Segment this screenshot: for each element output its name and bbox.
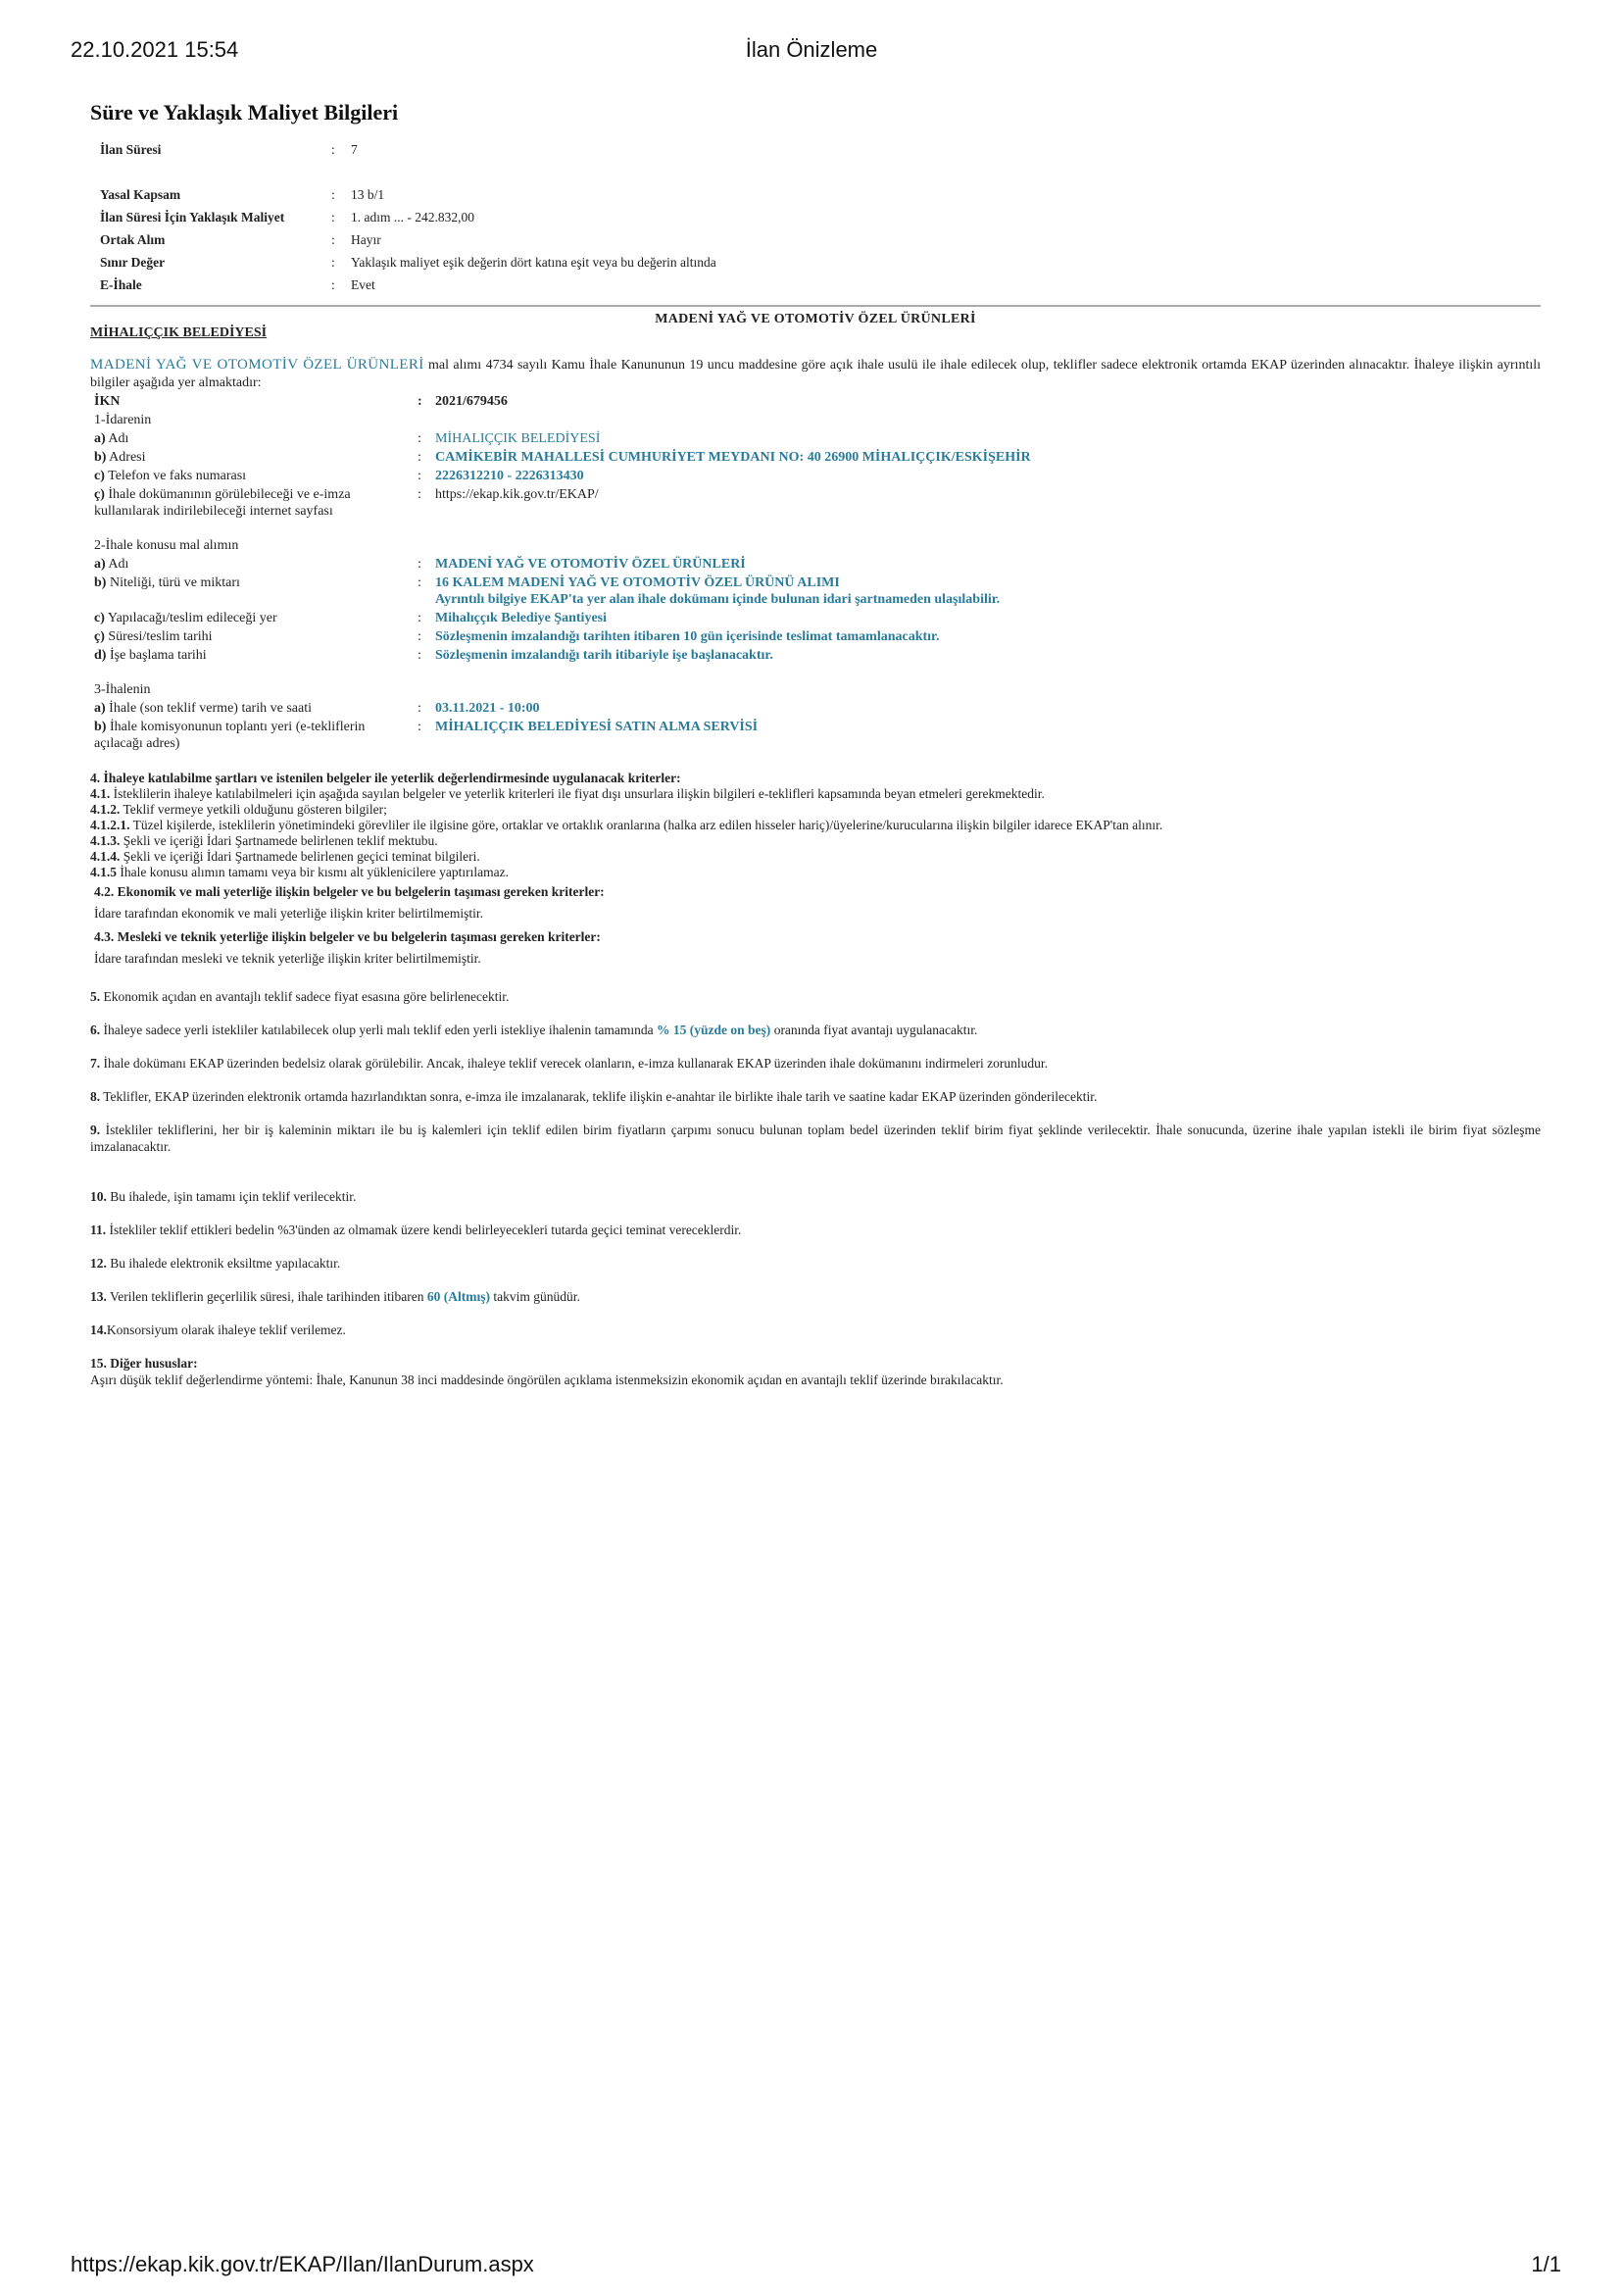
clause-5: 5. Ekonomik açıdan en avantajlı teklif sadece fiyat esasına göre belirlenecektir. (90, 989, 510, 1004)
clause-9: 9. İstekliler tekliflerini, her bir iş kaleminin miktarı ile bu iş kalemleri için teklif edilen birim fiyatların çarpımı sonucu bulunan toplam bedel üzerinden teklif birim fiyat şeklinde verilecektir. İhale sonucunda, üzerine ihale yapılan istekli ile birim fiyat sözleşme imzalanacaktır. (90, 1123, 1541, 1154)
summary-sep: : (331, 142, 335, 157)
price-advantage-highlight: % 15 (yüzde on beş) (657, 1023, 771, 1037)
ikn-row (90, 392, 1541, 411)
section-divider (90, 305, 1541, 307)
detail-label: İhale komisyonunun toplantı yeri (e-tekliflerin açılacağı adres) (94, 720, 366, 751)
detail-row: ç) İhale dokümanının görülebileceği ve e-imza kullanılarak indirilebileceği internet sayfası : https://ekap.kik.gov.tr/EKAP/ (90, 485, 1541, 521)
intro-text: mal alımı 4734 sayılı Kamu İhale Kanununun 19 uncu maddesine göre açık ihale usulü ile ihale edilecek olup, teklifler sadece elektronik ortamda EKAP üzerinden alınacaktır. İhaleye ilişkin ayrıntılı bilgiler aşağıda yer almaktadır: (90, 358, 1542, 390)
detail-value: Sözleşmenin imzalandığı tarih itibariyle işe başlanacaktır. (435, 648, 773, 663)
criteria-item: 4.1.5 İhale konusu alımın tamamı veya bir kısmı alt yüklenicilere yaptırılamaz. (90, 865, 510, 879)
criteria-item: 4.1.2. Teklif vermeye yetkili olduğunu gösteren bilgiler; (90, 802, 387, 817)
detail-row: b) Adresi : CAMİKEBİR MAHALLESİ CUMHURİYET MEYDANI NO: 40 26900 MİHALIÇÇIK/ESKİŞEHİR (90, 448, 1541, 467)
intro-subject: MADENİ YAĞ VE OTOMOTİV ÖZEL ÜRÜNLERİ (90, 357, 424, 373)
organization-name: MİHALIÇÇIK BELEDİYESİ (90, 325, 268, 340)
doc-url-link[interactable]: https://ekap.kik.gov.tr/EKAP/ (435, 487, 599, 502)
print-url: https://ekap.kik.gov.tr/EKAP/Ilan/IlanDurum.aspx (71, 2252, 534, 2276)
clause-14: 14.Konsorsiyum olarak ihaleye teklif verilemez. (90, 1323, 346, 1337)
criteria-subheading: 4.2. Ekonomik ve mali yeterliğe ilişkin belgeler ve bu belgelerin taşıması gereken kriterler: (94, 884, 605, 899)
summary-value: Hayır (351, 232, 381, 247)
summary-row (96, 275, 720, 297)
detail-label: İhale (son teklif verme) tarih ve saati (105, 701, 312, 716)
detail-label: Adı (105, 557, 129, 572)
summary-value: 1. adım ... - 242.832,00 (351, 210, 474, 225)
criteria-subheading: 4.3. Mesleki ve teknik yeterliğe ilişkin belgeler ve bu belgelerin taşıması gereken kriterler: (94, 929, 601, 944)
summary-sep: : (331, 232, 335, 247)
criteria-item: 4.1.4. Şekli ve içeriği İdari Şartnamede belirlenen geçici teminat bilgileri. (90, 849, 480, 864)
detail-row: a) Adı : MADENİ YAĞ VE OTOMOTİV ÖZEL ÜRÜNLERİ (90, 555, 1541, 574)
print-datetime: 22.10.2021 15:54 (71, 37, 239, 62)
detail-row: a) Adı : MİHALIÇÇIK BELEDİYESİ (90, 429, 1541, 448)
detail-label: Niteliği, türü ve miktarı (106, 575, 240, 590)
document-body (90, 98, 1541, 1388)
summary-row (96, 139, 720, 162)
detail-row: ç) Süresi/teslim tarihi : Sözleşmenin imzalandığı tarihten itibaren 10 gün içerisinde teslimat tamamlanacaktır. (90, 627, 1541, 646)
detail-label: Adı (105, 431, 129, 446)
summary-sep: : (331, 187, 335, 202)
detail-value: Sözleşmenin imzalandığı tarihten itibaren 10 gün içerisinde teslimat tamamlanacaktır. (435, 629, 940, 644)
detail-value: 03.11.2021 - 10:00 (435, 701, 540, 716)
detail-label: İşe başlama tarihi (106, 648, 207, 663)
criteria-heading: 4. İhaleye katılabilme şartları ve istenilen belgeler ile yeterlik değerlendirmesinde uygulanacak kriterler: (90, 771, 681, 785)
detail-row: b) Niteliği, türü ve miktarı : 16 KALEM MADENİ YAĞ VE OTOMOTİV ÖZEL ÜRÜNÜ ALIMI Ayrıntılı bilgiye EKAP'ta yer alan ihale dokümanı içinde bulunan idari şartnameden ulaşılabilir. (90, 574, 1541, 609)
summary-label: E-İhale (100, 277, 142, 292)
summary-sep: : (331, 277, 335, 292)
intro-paragraph (90, 356, 1541, 392)
detail-value: MADENİ YAĞ VE OTOMOTİV ÖZEL ÜRÜNLERİ (435, 557, 746, 572)
detail-label: Süresi/teslim tarihi (104, 629, 213, 644)
detail-value: MİHALIÇÇIK BELEDİYESİ SATIN ALMA SERVİSİ (435, 720, 759, 734)
clause-7: 7. İhale dokümanı EKAP üzerinden bedelsiz olarak görülebilir. Ancak, ihaleye teklif verecek olanların, e-imza kullanarak EKAP üzerinden ihale dokümanını indirmeleri zorunludur. (90, 1056, 1049, 1071)
ikn-sep: : (418, 394, 422, 409)
section-heading: 2-İhale konusu mal alımın (94, 538, 239, 553)
clause-10: 10. Bu ihalede, işin tamamı için teklif verilecektir. (90, 1189, 357, 1204)
summary-value: 7 (351, 142, 358, 157)
detail-value: CAMİKEBİR MAHALLESİ CUMHURİYET MEYDANI NO: 40 26900 MİHALIÇÇIK/ESKİŞEHİR (435, 450, 1031, 465)
criteria-note: İdare tarafından ekonomik ve mali yeterliğe ilişkin kriter belirtilmemiştir. (94, 906, 484, 921)
section-heading: 1-İdarenin (94, 413, 152, 427)
ikn-value: 2021/679456 (435, 394, 508, 409)
detail-value: Mihalıççık Belediye Şantiyesi (435, 611, 607, 625)
criteria-item: 4.1.3. Şekli ve içeriği İdari Şartnamede belirlenen teklif mektubu. (90, 833, 438, 848)
validity-highlight: 60 (Altmış) (426, 1289, 491, 1304)
summary-label: İlan Süresi (100, 142, 162, 157)
detail-value: MİHALIÇÇIK BELEDİYESİ (435, 431, 601, 446)
clause-12: 12. Bu ihalede elektronik eksiltme yapılacaktır. (90, 1256, 341, 1271)
summary-sep: : (331, 210, 335, 225)
detail-label: Telefon ve faks numarası (104, 469, 247, 483)
detail-row: c) Yapılacağı/teslim edileceği yer : Mihalıççık Belediye Şantiyesi (90, 609, 1541, 627)
clause-11: 11. İstekliler teklif ettikleri bedelin %3'ünden az olmamak üzere kendi belirleyecekleri tutarda geçici teminat vereceklerdir. (90, 1223, 742, 1237)
detail-row: a) İhale (son teklif verme) tarih ve saati : 03.11.2021 - 10:00 (90, 699, 1541, 718)
clause-15: 15. Diğer hususlar: Aşırı düşük teklif değerlendirme yöntemi: İhale, Kanunun 38 inci maddesinde öngörülen açıklama istenmeksizin ekonomik açıdan en avantajlı teklif üzerinde bırakılacaktır. (90, 1356, 1004, 1387)
summary-table (96, 139, 720, 297)
notice-title: MADENİ YAĞ VE OTOMOTİV ÖZEL ÜRÜNLERİ (655, 312, 976, 326)
summary-row (96, 252, 720, 275)
summary-row (96, 207, 720, 229)
details-table (90, 392, 1541, 753)
summary-row (96, 184, 720, 207)
summary-label: Yasal Kapsam (100, 187, 181, 202)
clause-13: 13. Verilen tekliflerin geçerlilik süresi, ihale tarihinden itibaren 60 (Altmış) takvim günüdür. (90, 1289, 580, 1304)
clause-8: 8. Teklifler, EKAP üzerinden elektronik ortamda hazırlandıktan sonra, e-imza ile imzalanarak, teklife ilişkin e-anahtar ile birlikte ihale tarih ve saatine kadar EKAP üzerinden gönderilecektir. (90, 1089, 1098, 1104)
summary-label: Sınır Değer (100, 255, 166, 270)
detail-label: Yapılacağı/teslim edileceği yer (104, 611, 277, 625)
summary-value: Evet (351, 277, 375, 292)
criteria-item: 4.1.2.1. Tüzel kişilerde, isteklilerin yönetimindeki görevliler ile ilgisine göre, ortaklar ve ortaklık oranlarına (halka arz edilen hisseler hariç)/üyelerine/kurucularına ilişkin bilgiler idarece EKAP'tan alınır. (90, 818, 1163, 832)
criteria-section (90, 771, 1541, 967)
detail-label: Adresi (106, 450, 146, 465)
summary-label: İlan Süresi İçin Yaklaşık Maliyet (100, 210, 285, 225)
detail-row: b) İhale komisyonunun toplantı yeri (e-tekliflerin açılacağı adres) : MİHALIÇÇIK BELEDİYESİ SATIN ALMA SERVİSİ (90, 718, 1541, 753)
print-page-count: 1/1 (1531, 2252, 1561, 2276)
summary-value: Yaklaşık maliyet eşik değerin dört katına eşit veya bu değerin altında (351, 255, 716, 270)
detail-row: c) Telefon ve faks numarası : 2226312210 - 2226313430 (90, 467, 1541, 485)
section-title: Süre ve Yaklaşık Maliyet Bilgileri (90, 100, 399, 125)
section-heading: 3-İhalenin (94, 682, 151, 697)
detail-row: d) İşe başlama tarihi : Sözleşmenin imzalandığı tarih itibariyle işe başlanacaktır. (90, 646, 1541, 665)
summary-row (96, 229, 720, 252)
summary-value: 13 b/1 (351, 187, 385, 202)
detail-value: 16 KALEM MADENİ YAĞ VE OTOMOTİV ÖZEL ÜRÜNÜ ALIMI Ayrıntılı bilgiye EKAP'ta yer alan ihale dokümanı içinde bulunan idari şartnameden ulaşılabilir. (435, 575, 1001, 607)
clause-6: 6. İhaleye sadece yerli istekliler katılabilecek olup yerli malı teklif eden yerli istekliye ihalenin tamamında % 15 (yüzde on beş) oranında fiyat avantajı uygulanacaktır. (90, 1023, 978, 1037)
summary-label: Ortak Alım (100, 232, 166, 247)
criteria-item: 4.1. İsteklilerin ihaleye katılabilmeleri için aşağıda sayılan belgeler ve yeterlik kriterleri ile fiyat dışı unsurlara ilişkin bilgileri e-teklifleri kapsamında beyan etmeleri gerekmektedir. (90, 786, 1045, 801)
summary-sep: : (331, 255, 335, 270)
print-page-title: İlan Önizleme (745, 37, 878, 62)
ikn-label: İKN (94, 394, 121, 409)
criteria-note: İdare tarafından mesleki ve teknik yeterliğe ilişkin kriter belirtilmemiştir. (94, 951, 481, 966)
detail-label: İhale dokümanının görülebileceği ve e-imza kullanılarak indirilebileceği internet sayfası (94, 487, 351, 519)
detail-value: 2226312210 - 2226313430 (435, 469, 584, 483)
